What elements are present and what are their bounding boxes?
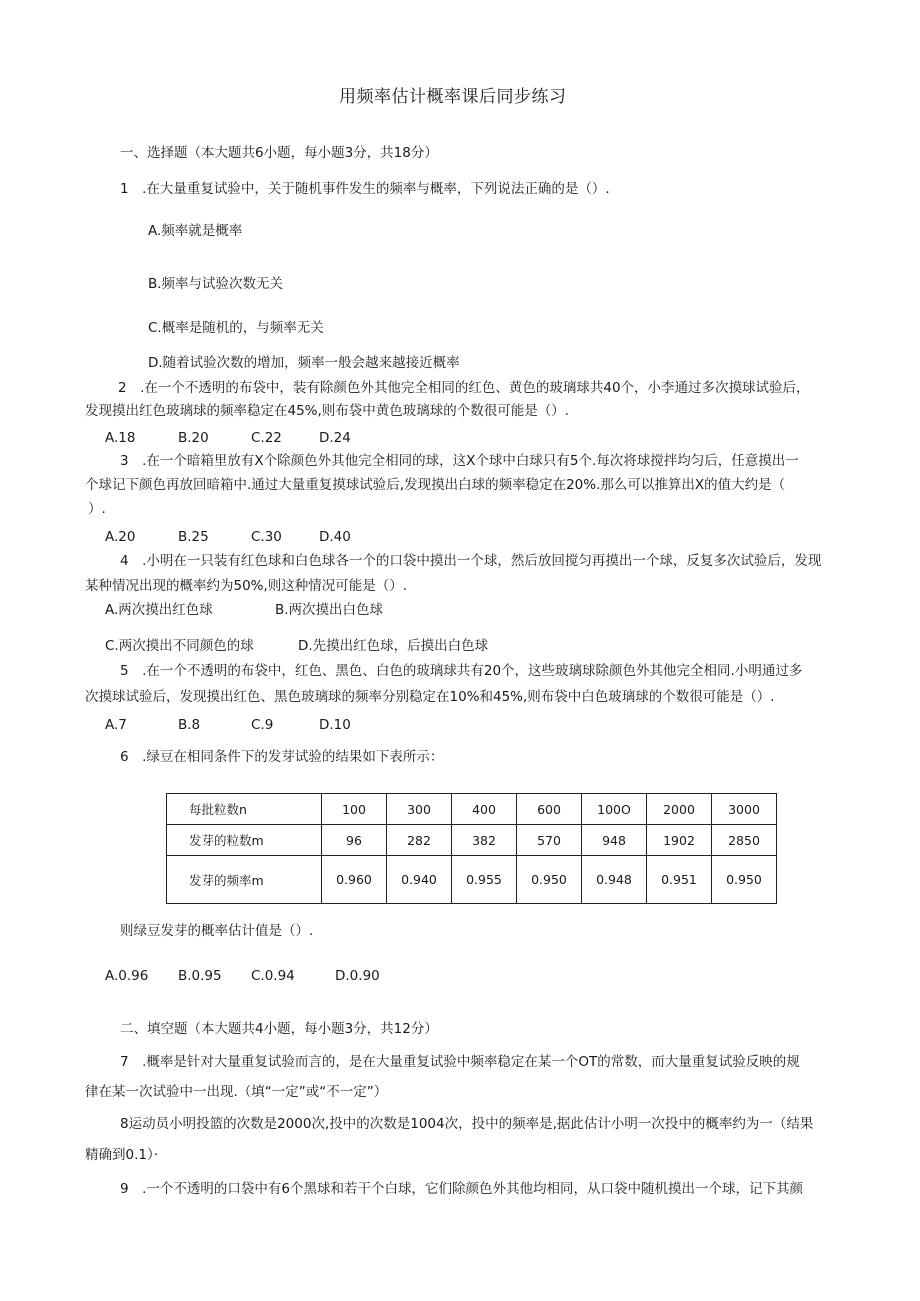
q6-question: 则绿豆发芽的概率估计值是（）.	[120, 923, 314, 939]
q2-option-b: B.20	[178, 430, 209, 446]
q7-line-1: 7 .概率是针对大量重复试验而言的，是在大量重复试验中频率稳定在某一个OT的常数，而大量重复试验反映的规	[120, 1054, 800, 1070]
page-title: 用频率估计概率课后同步练习	[339, 87, 567, 107]
row-header-frequency: 发芽的频率m	[167, 856, 322, 904]
q2-line-1: 2 .在一个不透明的布袋中，装有除颜色外其他完全相同的红色、黄色的玻璃球共40个，小李通过多次摸球试验后，	[118, 380, 810, 396]
section-heading-fill: 二、填空题（本大题共4小题，每小题3分，共12分）	[120, 1021, 438, 1037]
q4-option-b: B.两次摸出白色球	[275, 602, 384, 618]
cell-germinated: 96	[322, 825, 387, 856]
q1-stem: 1 .在大量重复试验中，关于随机事件发生的频率与概率，下列说法正确的是（）.	[120, 181, 610, 197]
cell-germinated: 948	[582, 825, 647, 856]
q6-option-a: A.0.96	[105, 968, 149, 984]
cell-count: 100	[322, 794, 387, 825]
q5-option-b: B.8	[178, 717, 201, 733]
cell-germinated: 2850	[712, 825, 777, 856]
section-heading-choice: 一、选择题（本大题共6小题，每小题3分，共18分）	[120, 145, 438, 161]
q8-line-1: 8运动员小明投篮的次数是2000次,投中的次数是1004次，投中的频率是,据此估计小明一次投中的概率约为一（结果	[120, 1116, 814, 1132]
cell-count: 100O	[582, 794, 647, 825]
q3-option-d: D.40	[319, 529, 351, 545]
q4-option-c: C.两次摸出不同颜色的球	[105, 638, 254, 654]
cell-frequency: 0.950	[712, 856, 777, 904]
q5-line-1: 5 .在一个不透明的布袋中，红色、黑色、白色的玻璃球共有20个，这些玻璃球除颜色外其他完全相同.小明通过多	[120, 663, 803, 679]
cell-count: 3000	[712, 794, 777, 825]
q1-option-a: A.频率就是概率	[148, 223, 243, 239]
q1-option-b: B.频率与试验次数无关	[148, 276, 284, 292]
cell-count: 2000	[647, 794, 712, 825]
q7-line-2: 律在某一次试验中一出现.（填“一定”或“不一定”）	[85, 1084, 388, 1100]
q5-option-c: C.9	[251, 717, 274, 733]
cell-count: 600	[517, 794, 582, 825]
q5-line-2: 次摸球试验后，发现摸出红色、黑色玻璃球的频率分别稳定在10%和45%,则布袋中白色玻璃球的个数很可能是（）.	[85, 689, 775, 705]
q3-option-a: A.20	[105, 529, 136, 545]
cell-frequency: 0.951	[647, 856, 712, 904]
q2-option-a: A.18	[105, 430, 136, 446]
q4-line-2: 某种情况出现的概率约为50%,则这种情况可能是（）.	[85, 578, 408, 594]
q3-line-3: ）.	[88, 501, 106, 517]
q6-option-c: C.0.94	[251, 968, 295, 984]
row-header-count: 每批粒数n	[167, 794, 322, 825]
q4-option-a: A.两次摸出红色球	[105, 602, 213, 618]
q6-stem: 6 .绿豆在相同条件下的发芽试验的结果如下表所示：	[120, 749, 444, 765]
germination-table	[166, 793, 777, 904]
q2-option-c: C.22	[251, 430, 282, 446]
q4-line-1: 4 .小明在一只装有红色球和白色球各一个的口袋中摸出一个球，然后放回搅匀再摸出一个球，反复多次试验后，发现	[120, 553, 822, 569]
q8-line-2: 精确到0.1）·	[85, 1147, 159, 1163]
q6-option-d: D.0.90	[335, 968, 380, 984]
q3-line-1: 3 .在一个暗箱里放有X个除颜色外其他完全相同的球，这X个球中白球只有5个.每次将球搅拌均匀后，任意摸出一	[120, 453, 799, 469]
cell-germinated: 570	[517, 825, 582, 856]
q1-option-c: C.概率是随机的，与频率无关	[148, 320, 324, 336]
q1-option-d: D.随着试验次数的增加，频率一般会越来越接近概率	[148, 355, 460, 371]
cell-count: 400	[452, 794, 517, 825]
cell-germinated: 282	[387, 825, 452, 856]
q3-option-c: C.30	[251, 529, 282, 545]
cell-frequency: 0.950	[517, 856, 582, 904]
q2-line-2: 发现摸出红色玻璃球的频率稳定在45%,则布袋中黄色玻璃球的个数很可能是（）.	[85, 403, 570, 419]
row-header-germinated: 发芽的粒数m	[167, 825, 322, 856]
q2-option-d: D.24	[319, 430, 351, 446]
cell-count: 300	[387, 794, 452, 825]
q5-option-d: D.10	[319, 717, 351, 733]
cell-germinated: 1902	[647, 825, 712, 856]
q4-option-d: D.先摸出红色球，后摸出白色球	[298, 638, 489, 654]
cell-frequency: 0.948	[582, 856, 647, 904]
cell-frequency: 0.940	[387, 856, 452, 904]
cell-frequency: 0.955	[452, 856, 517, 904]
q3-line-2: 个球记下颜色再放回暗箱中.通过大量重复摸球试验后,发现摸出白球的频率稳定在20%.那么可以推算出X的值大约是（	[85, 477, 786, 493]
q9-line-1: 9 .一个不透明的口袋中有6个黑球和若干个白球，它们除颜色外其他均相同，从口袋中随机摸出一个球，记下其颜	[120, 1181, 803, 1197]
cell-frequency: 0.960	[322, 856, 387, 904]
q5-option-a: A.7	[105, 717, 127, 733]
cell-germinated: 382	[452, 825, 517, 856]
q6-option-b: B.0.95	[178, 968, 222, 984]
q3-option-b: B.25	[178, 529, 209, 545]
